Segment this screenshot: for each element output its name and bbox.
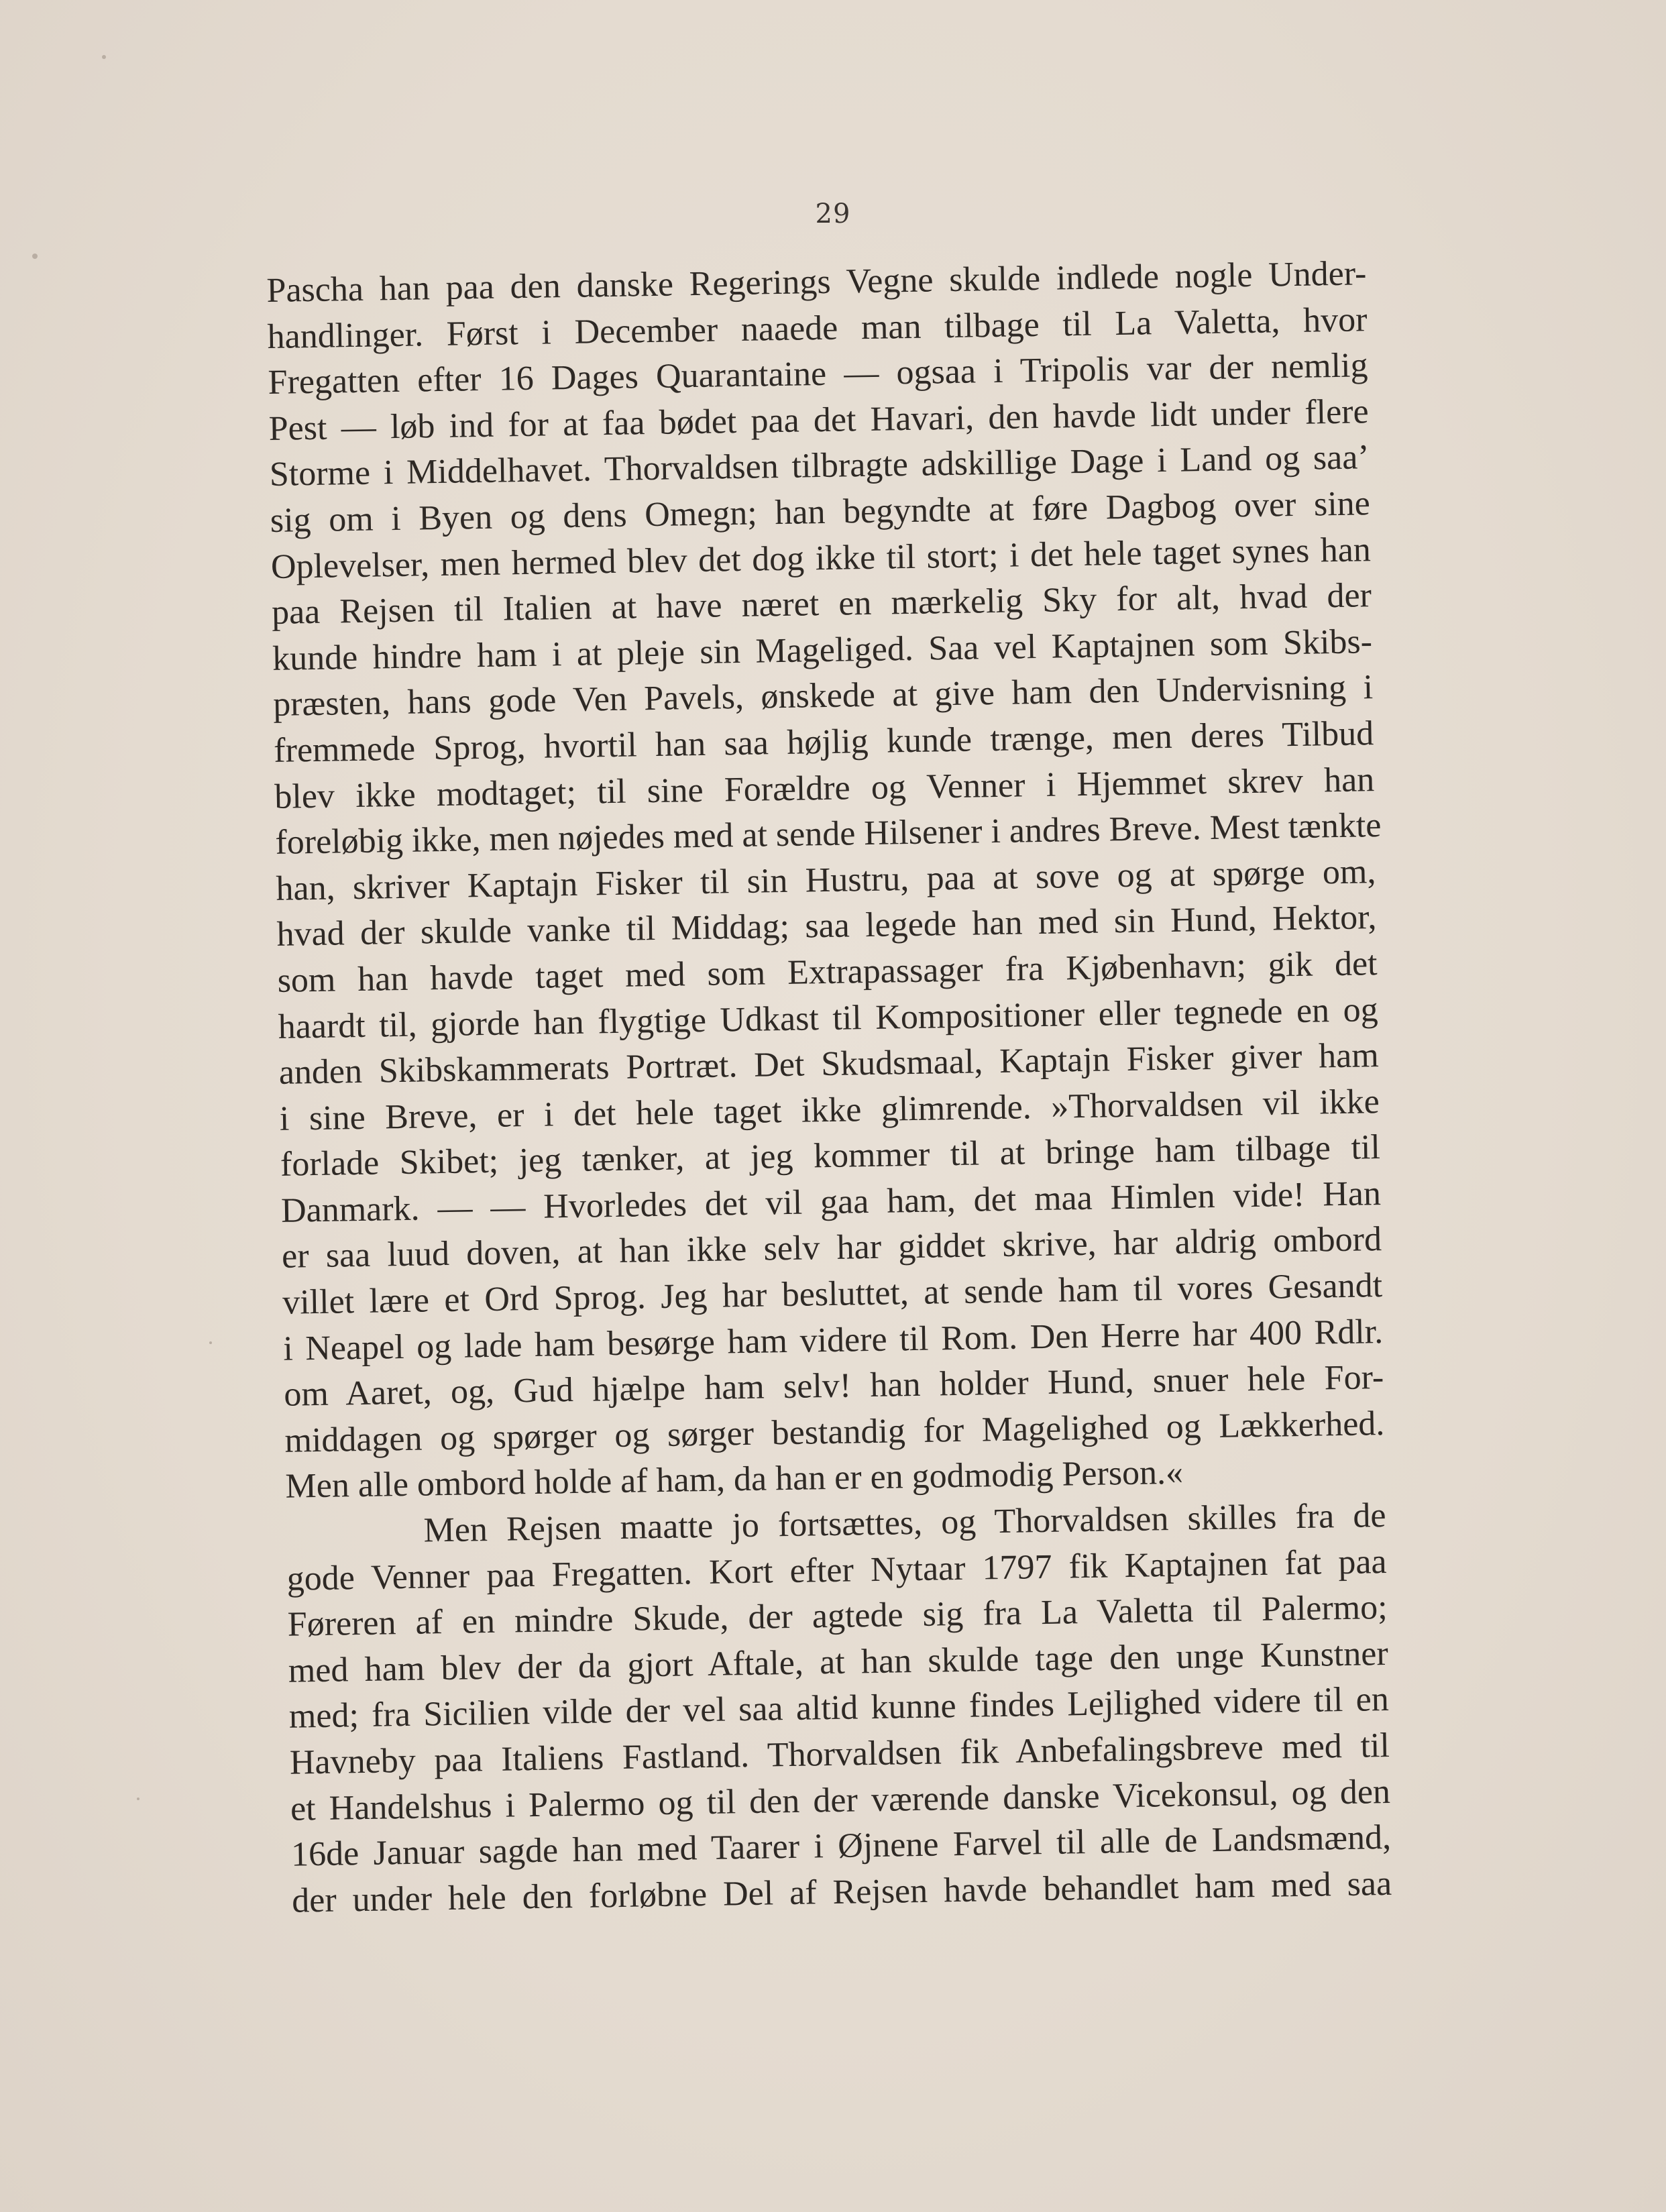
paper-speck: [32, 254, 38, 259]
text-line: Men alle ombord holde af ham, da han er en godmodig Person.«: [285, 1453, 1184, 1506]
text-line: middagen og spørger og sørger bestandig for Magelighed og Lækkerhed.: [284, 1404, 1385, 1460]
text-line: Men Rejsen maatte jo fortsættes, og Thorvaldsen skilles fra de: [423, 1496, 1386, 1550]
text-line: som han havde taget med som Extrapassager fra Kjøbenhavn; gik det: [277, 944, 1378, 1000]
text-line: præsten, hans gode Ven Pavels, ønskede at give ham den Undervisning i: [272, 668, 1374, 724]
text-line: handlinger. Først i December naaede man tilbage til La Valetta, hvor: [267, 300, 1368, 356]
text-line: Pascha han paa den danske Regerings Vegne skulde indlede nogle Under-: [266, 254, 1367, 310]
text-line: anden Skibskammerats Portræt. Det Skudsmaal, Kaptajn Fisker giver ham: [278, 1036, 1380, 1092]
text-line: Danmark. — — Hvorledes det vil gaa ham, det maa Himlen vide! Han: [280, 1174, 1382, 1230]
text-line: sig om i Byen og dens Omegn; han begyndte at føre Dagbog over sine: [270, 484, 1371, 540]
body-text: [266, 251, 1392, 1924]
text-line: i Neapel og lade ham besørge ham videre til Rom. Den Herre har 400 Rdlr.: [282, 1312, 1384, 1368]
text-line: et Handelshus i Palermo og til den der værende danske Vicekonsul, og den: [290, 1772, 1391, 1828]
text-line: gode Venner paa Fregatten. Kort efter Nytaar 1797 fik Kaptajnen fat paa: [286, 1542, 1387, 1598]
text-line: der under hele den forløbne Del af Rejsen havde behandlet ham med saa: [291, 1864, 1392, 1920]
text-line: 16de Januar sagde han med Taarer i Øjnene Farvel til alle de Landsmænd,: [290, 1818, 1392, 1874]
text-line: Fregatten efter 16 Dages Quarantaine — ogsaa i Tripolis var der nemlig: [268, 346, 1368, 402]
text-line: fremmede Sprog, hvortil han saa højlig kunde trænge, men deres Tilbud: [273, 714, 1374, 770]
text-line: haardt til, gjorde han flygtige Udkast til Kompositioner eller tegnede en og: [278, 990, 1379, 1046]
text-line: han, skriver Kaptajn Fisker til sin Hustru, paa at sove og at spørge om,: [276, 852, 1376, 908]
text-line: villet lære et Ord Sprog. Jeg har besluttet, at sende ham til vores Gesandt: [282, 1266, 1383, 1322]
paper-speck: [209, 1341, 212, 1344]
text-line: er saa luud doven, at han ikke selv har giddet skrive, har aldrig ombord: [281, 1220, 1382, 1276]
text-line: med; fra Sicilien vilde der vel saa altid kunne findes Lejlighed videre til en: [288, 1680, 1390, 1736]
text-line: Havneby paa Italiens Fastland. Thorvaldsen fik Anbefalingsbreve med til: [289, 1726, 1390, 1782]
paper-speck: [102, 55, 106, 59]
paper-speck: [137, 1798, 140, 1800]
text-line: blev ikke modtaget; til sine Forældre og Venner i Hjemmet skrev han: [274, 760, 1375, 816]
text-line: kunde hindre ham i at pleje sin Mageliged. Saa vel Kaptajnen som Skibs-: [272, 622, 1373, 678]
text-line: foreløbig ikke, men nøjedes med at sende Hilsener i andres Breve. Mest tænkte: [275, 806, 1382, 863]
text-line: med ham blev der da gjort Aftale, at han skulde tage den unge Kunstner: [288, 1634, 1389, 1690]
text-line: Storme i Middelhavet. Thorvaldsen tilbragte adskillige Dage i Land og saa’: [269, 438, 1370, 494]
text-line: paa Rejsen til Italien at have næret en mærkelig Sky for alt, hvad der: [271, 576, 1372, 632]
text-line: i sine Breve, er i det hele taget ikke glimrende. »Thorvaldsen vil ikke: [279, 1082, 1380, 1138]
page-number: 29: [815, 199, 851, 229]
text-line: Oplevelser, men hermed blev det dog ikke til stort; i det hele taget synes han: [270, 530, 1372, 586]
text-line: Føreren af en mindre Skude, der agtede sig fra La Valetta til Palermo;: [287, 1588, 1388, 1644]
text-line: Pest — løb ind for at faa bødet paa det Havari, den havde lidt under flere: [268, 392, 1370, 448]
text-line: om Aaret, og, Gud hjælpe ham selv! han holder Hund, snuer hele For-: [283, 1358, 1384, 1415]
text-line: hvad der skulde vanke til Middag; saa legede han med sin Hund, Hektor,: [276, 898, 1377, 954]
text-line: forlade Skibet; jeg tænker, at jeg kommer til at bringe ham tilbage til: [280, 1128, 1381, 1184]
